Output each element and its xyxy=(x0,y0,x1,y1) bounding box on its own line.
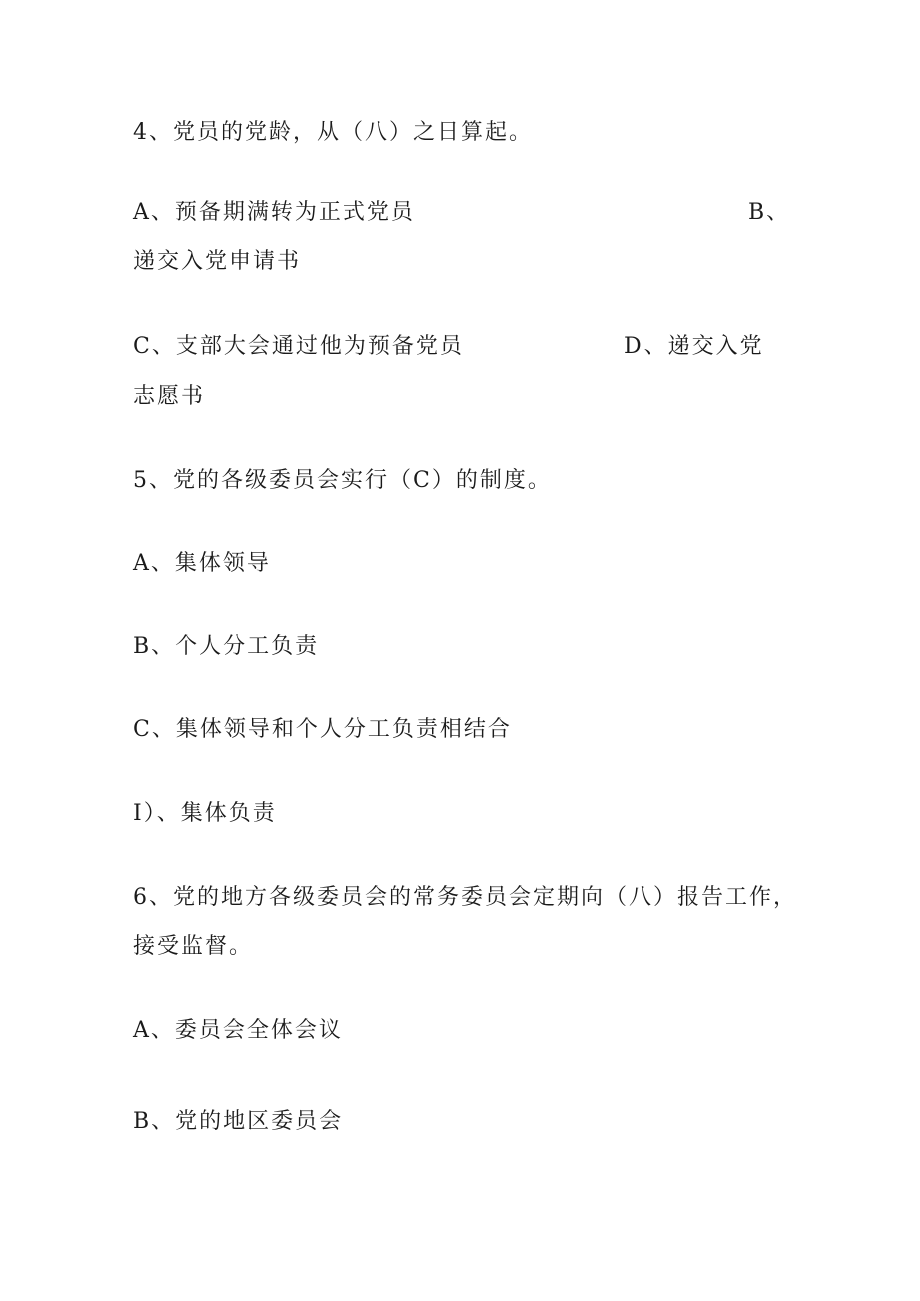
question-5-option-b: B、个人分工负责 xyxy=(133,634,320,659)
question-6-option-a: A、委员会全体会议 xyxy=(133,1018,343,1043)
question-5-option-a: A、集体领导 xyxy=(133,551,271,576)
question-6-stem-line-1: 6、党的地方各级委员会的常务委员会定期向（八）报告工作， xyxy=(133,885,797,910)
question-5-option-d: I）、集体负责 xyxy=(133,801,277,826)
question-4-option-c: C、支部大会通过他为预备党员 xyxy=(133,334,464,359)
question-4-option-d-end: 志愿书 xyxy=(133,384,206,409)
question-6-option-b: B、党的地区委员会 xyxy=(133,1109,344,1134)
question-6-stem-line-2: 接受监督。 xyxy=(133,934,254,959)
question-4-option-b-marker: B、 xyxy=(748,200,791,225)
question-4-option-a: A、预备期满转为正式党员 xyxy=(133,200,415,225)
question-4-option-d-start: D、递交入党 xyxy=(624,334,764,359)
question-4-stem: 4、党员的党龄，从（八）之日算起。 xyxy=(133,120,533,145)
question-5-option-c: C、集体领导和个人分工负责相结合 xyxy=(133,717,512,742)
question-4-option-b-text: 递交入党申请书 xyxy=(133,249,302,274)
question-5-stem: 5、党的各级委员会实行（C）的制度。 xyxy=(133,468,552,493)
